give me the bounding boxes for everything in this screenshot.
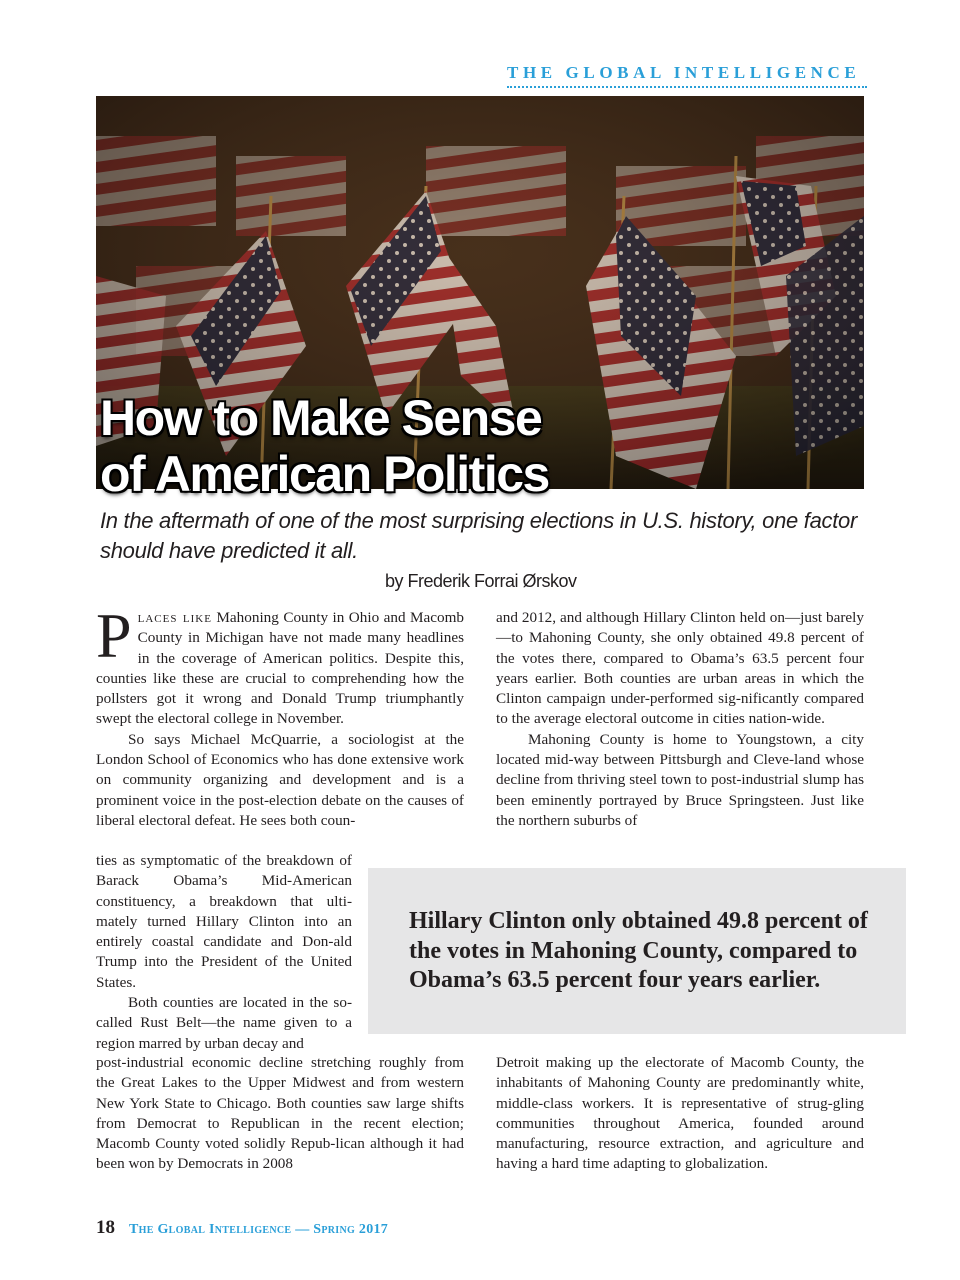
pullquote: Hillary Clinton only obtained 49.8 percent of the votes in Mahoning County, compared to Obama’s 63.5 percent four years earlier. bbox=[409, 908, 868, 993]
footer-publication-label: The Global Intelligence — Spring 2017 bbox=[129, 1222, 389, 1237]
left-column-narrow bbox=[96, 851, 352, 1054]
paragraph-2-continued: ties as symptomatic of the breakdown of Barack Obama’s Mid-American constituency, a breakdown that ulti-mately turned Hillary Clinton into an entirely coastal candidate and Don-ald Trump into the President of the United States. bbox=[96, 852, 352, 991]
paragraph-2: So says Michael McQuarrie, a sociologist at the London School of Economics who has done extensive work on community organizing and development and is a prominent voice in the post-election debate on the causes of liberal electoral defeat. He sees both coun- bbox=[96, 730, 464, 829]
right-column-bottom bbox=[496, 1053, 864, 1175]
article-title bbox=[100, 390, 620, 502]
left-column-bottom bbox=[96, 1053, 464, 1175]
paragraph-1 bbox=[96, 600, 465, 730]
article-title-line-1: How to Make Sense bbox=[100, 390, 542, 446]
paragraph-4: and 2012, and although Hillary Clinton held on—just barely—to Mahoning County, she only obtained 49.8 percent of the votes there, compared to Obama’s 63.5 percent four years earlier. Both counties are urban areas in which the Clinton campaign under-performed sig-nificantly compared to the average electoral outcome in cities nation-wide. bbox=[496, 609, 864, 728]
page-number: 18 bbox=[96, 1217, 115, 1238]
paragraph-5-continued: Detroit making up the electorate of Macomb County, the inhabitants of Mahoning County are predominantly white, middle-class workers. It is representative of strug-gling communities throughout America, founded around manufacturing, resource extraction, and agriculture and having a hard time adapting to globalization. bbox=[496, 1054, 864, 1173]
drop-cap: P bbox=[96, 600, 132, 671]
lead-smallcaps: laces like bbox=[137, 609, 212, 626]
right-column-top bbox=[496, 608, 864, 831]
byline: by Frederik Forrai Ørskov bbox=[385, 571, 577, 591]
paragraph-5: Mahoning County is home to Youngstown, a city located mid-way between Pittsburgh and Cleve-land whose decline from thriving steel town to post-industrial slump has been eminently portrayed by Bruce Springsteen. Just like the northern suburbs of bbox=[496, 730, 864, 829]
left-column-top bbox=[96, 600, 465, 831]
paragraph-3: Both counties are located in the so-called Rust Belt—the name given to a region marred by urban decay and bbox=[96, 994, 352, 1052]
running-head: THE GLOBAL INTELLIGENCE bbox=[507, 63, 867, 88]
page-footer bbox=[96, 1217, 388, 1239]
article-subtitle: In the aftermath of one of the most surprising elections in U.S. history, one factor should have predicted it all. bbox=[100, 508, 858, 563]
paragraph-1-text: Mahoning County in Ohio and Macomb County in Michigan have not made many headlines in the coverage of American politics. Despite this, counties like these are crucial to comprehending how the pollsters got it wrong and Donald Trump triumphantly swept the electoral college in November. bbox=[96, 609, 465, 728]
paragraph-3-continued: post-industrial economic decline stretching roughly from the Great Lakes to the Upper Midwest and from western New York State to Chicago. Both counties saw large shifts from Democrat to Republican in the recent election; Macomb County voted solidly Repub-lican although it had been won by Democrats in 2008 bbox=[96, 1054, 464, 1173]
article-title-line-2: of American Politics bbox=[100, 446, 549, 502]
